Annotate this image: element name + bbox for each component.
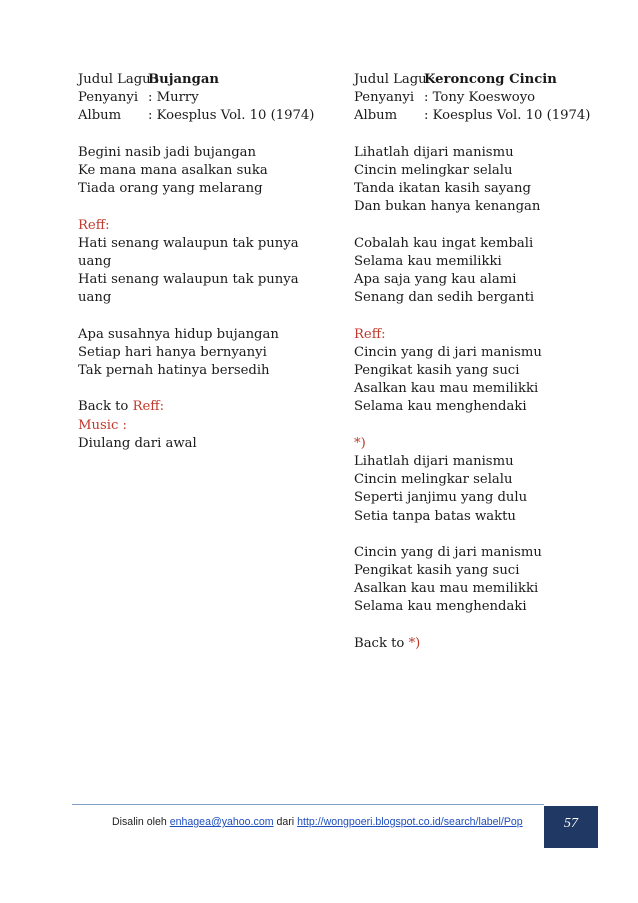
lyric-line: Setiap hari hanya bernyanyi bbox=[78, 344, 267, 360]
lyric-line: Hati senang walaupun tak punya bbox=[78, 235, 299, 251]
song-meta-row bbox=[78, 71, 328, 89]
back-to-text: Back to bbox=[78, 399, 133, 415]
lyric-line: uang bbox=[78, 253, 112, 269]
blank-line bbox=[78, 198, 328, 216]
lyric-line: uang bbox=[78, 290, 112, 306]
footer-prefix: Disalin oleh bbox=[112, 816, 170, 828]
lyric-line: Tiada orang yang melarang bbox=[78, 181, 263, 197]
blank-line bbox=[354, 217, 616, 235]
back-to-target: *) bbox=[408, 635, 421, 651]
meta-key: Album bbox=[354, 108, 398, 124]
meta-value: : Murry bbox=[148, 90, 199, 106]
reff-label: Reff: bbox=[354, 326, 386, 342]
lyric-line: Cincin yang di jari manismu bbox=[354, 544, 542, 560]
blank-line bbox=[354, 617, 616, 635]
lyric-line: Tak pernah hatinya bersedih bbox=[78, 363, 270, 378]
star-label: *) bbox=[354, 435, 366, 451]
lyric-line: Cincin melingkar selalu bbox=[354, 472, 513, 488]
lyric-line: Cincin yang di jari manismu bbox=[354, 344, 542, 360]
footer-url-link[interactable]: http://wongpoeri.blogspot.co.id/search/label/Pop bbox=[297, 816, 523, 828]
lyric-line: Selama kau menghendaki bbox=[354, 599, 527, 615]
right-song-column bbox=[354, 71, 616, 653]
lyric-line: Pengikat kasih yang suci bbox=[354, 563, 520, 579]
blank-line bbox=[354, 417, 616, 435]
blank-line bbox=[354, 307, 616, 325]
back-to-target: Reff: bbox=[132, 399, 165, 415]
blank-line bbox=[354, 126, 616, 144]
lyric-line: Senang dan sedih berganti bbox=[354, 290, 535, 306]
song-meta-row bbox=[354, 89, 616, 107]
lyric-line: Hati senang walaupun tak punya bbox=[78, 272, 299, 288]
page-number-box bbox=[544, 806, 598, 848]
repeat-note: Diulang dari awal bbox=[78, 435, 197, 451]
footer-credit bbox=[112, 816, 523, 828]
blank-line bbox=[78, 126, 328, 144]
blank-line bbox=[78, 307, 328, 325]
lyric-line: Selama kau memilikki bbox=[354, 253, 502, 269]
meta-value: : Koesplus Vol. 10 (1974) bbox=[148, 108, 315, 124]
footer-email-link[interactable]: enhagea@yahoo.com bbox=[169, 816, 274, 828]
meta-key: Album bbox=[78, 108, 122, 124]
meta-key: Penyanyi bbox=[354, 90, 415, 106]
footer-middle: dari bbox=[273, 816, 298, 828]
meta-key: Judul Lagu : bbox=[354, 72, 436, 87]
lyric-line: Seperti janjimu yang dulu bbox=[354, 490, 528, 506]
song-meta-row bbox=[354, 107, 616, 125]
lyric-line: Cobalah kau ingat kembali bbox=[354, 235, 534, 251]
meta-key: Penyanyi bbox=[78, 90, 139, 106]
song-meta-row bbox=[78, 89, 328, 107]
song-meta-row bbox=[354, 71, 616, 89]
lyric-line: Ke mana mana asalkan suka bbox=[78, 162, 268, 178]
lyric-line: Pengikat kasih yang suci bbox=[354, 363, 520, 378]
music-label: Music : bbox=[78, 417, 128, 433]
lyric-line: Begini nasib jadi bujangan bbox=[78, 144, 257, 160]
blank-line bbox=[78, 380, 328, 398]
back-to-text: Back to bbox=[354, 635, 409, 651]
lyric-line: Lihatlah dijari manismu bbox=[354, 144, 514, 160]
page-number: 57 bbox=[564, 816, 578, 831]
meta-value: : Koesplus Vol. 10 (1974) bbox=[424, 108, 591, 124]
meta-key: Judul Lagu : bbox=[78, 72, 160, 87]
back-to-line bbox=[78, 398, 328, 416]
song-meta-row bbox=[78, 107, 328, 125]
lyric-line: Asalkan kau mau memilikki bbox=[354, 581, 539, 597]
lyric-line: Dan bukan hanya kenangan bbox=[354, 199, 541, 215]
song-title: Bujangan bbox=[148, 72, 219, 87]
lyric-line: Apa saja yang kau alami bbox=[354, 272, 517, 288]
back-to-line bbox=[354, 635, 616, 653]
lyric-line: Cincin melingkar selalu bbox=[354, 162, 513, 178]
lyric-line: Setia tanpa batas waktu bbox=[354, 508, 516, 524]
blank-line bbox=[354, 526, 616, 544]
footer-divider bbox=[72, 804, 544, 805]
lyric-line: Apa susahnya hidup bujangan bbox=[78, 326, 279, 342]
song-title: Keroncong Cincin bbox=[424, 72, 557, 87]
meta-value: : Tony Koeswoyo bbox=[424, 90, 536, 106]
lyric-line: Selama kau menghendaki bbox=[354, 399, 527, 415]
lyric-line: Asalkan kau mau memilikki bbox=[354, 381, 539, 397]
left-song-column bbox=[78, 71, 328, 453]
lyric-line: Tanda ikatan kasih sayang bbox=[354, 181, 531, 197]
reff-label: Reff: bbox=[78, 217, 110, 233]
lyric-line: Lihatlah dijari manismu bbox=[354, 453, 514, 469]
